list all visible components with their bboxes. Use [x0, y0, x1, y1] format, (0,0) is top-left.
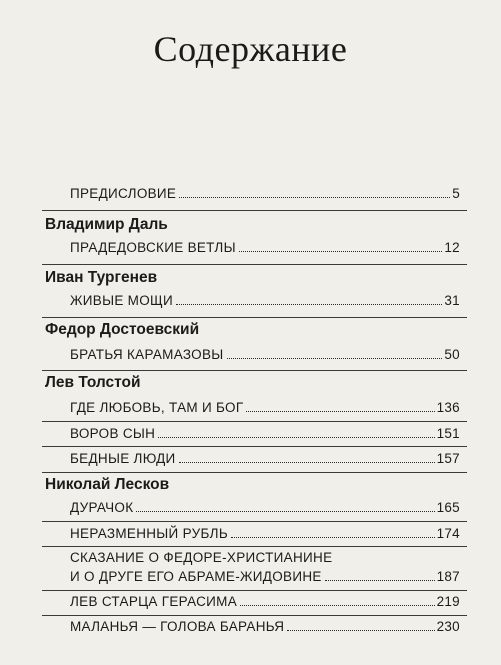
toc-entry[interactable]: [70, 526, 460, 541]
entry-title: ЛЕВ СТАРЦА ГЕРАСИМА: [70, 594, 237, 609]
dot-leader: [246, 411, 434, 412]
divider: [42, 210, 467, 211]
entry-title: НЕРАЗМЕННЫЙ РУБЛЬ: [70, 526, 228, 541]
toc-entry-two-line[interactable]: [70, 550, 460, 584]
divider: [42, 446, 467, 447]
author-dostoevsky: Федор Достоевский: [45, 321, 200, 338]
entry-title: СКАЗАНИЕ О ФЕДОРЕ-ХРИСТИАНИНЕ: [70, 550, 333, 565]
entry-title: ПРЕДИСЛОВИЕ: [70, 186, 177, 201]
entry-title: ВОРОВ СЫН: [70, 426, 156, 441]
toc-entry[interactable]: [70, 347, 460, 362]
entry-page: 31: [444, 293, 460, 308]
toc-entry[interactable]: [70, 500, 460, 515]
dot-leader: [179, 197, 450, 198]
divider: [42, 264, 467, 265]
entry-page: 187: [436, 569, 460, 584]
entry-page: 174: [436, 526, 460, 541]
dot-leader: [179, 462, 435, 463]
dot-leader: [325, 580, 435, 581]
toc-entry[interactable]: [70, 240, 460, 255]
dot-leader: [231, 537, 435, 538]
author-turgenev: Иван Тургенев: [45, 269, 158, 286]
divider: [42, 521, 467, 522]
entry-title-line2: И О ДРУГЕ ЕГО АБРАМЕ-ЖИДОВИНЕ: [70, 569, 322, 584]
entry-page: 136: [436, 400, 460, 415]
toc-entry[interactable]: [70, 426, 460, 441]
entry-title: БРАТЬЯ КАРАМАЗОВЫ: [70, 347, 224, 362]
entry-title: БЕДНЫЕ ЛЮДИ: [70, 451, 176, 466]
toc-entry-preface[interactable]: [70, 186, 460, 201]
entry-page: 50: [444, 347, 460, 362]
author-leskov: Николай Лесков: [45, 476, 170, 493]
dot-leader: [239, 251, 443, 252]
entry-page: 151: [436, 426, 460, 441]
toc-entry[interactable]: [70, 293, 460, 308]
page-title: Содержание: [153, 29, 348, 69]
dot-leader: [227, 358, 443, 359]
divider: [42, 590, 467, 591]
entry-title: ПРАДЕДОВСКИЕ ВЕТЛЫ: [70, 240, 236, 255]
toc-entry[interactable]: [70, 451, 460, 466]
toc-entry[interactable]: [70, 594, 460, 609]
dot-leader: [176, 304, 442, 305]
entry-title: ДУРАЧОК: [70, 500, 134, 515]
author-dal: Владимир Даль: [45, 216, 168, 233]
entry-title: МАЛАНЬЯ — ГОЛОВА БАРАНЬЯ: [70, 619, 285, 634]
entry-page: 230: [436, 619, 460, 634]
entry-title: ГДЕ ЛЮБОВЬ, ТАМ И БОГ: [70, 400, 244, 415]
divider: [42, 421, 467, 422]
toc-entry[interactable]: [70, 619, 460, 634]
divider: [42, 546, 467, 547]
divider: [42, 317, 467, 318]
dot-leader: [287, 630, 434, 631]
dot-leader: [240, 605, 435, 606]
entry-title: ЖИВЫЕ МОЩИ: [70, 293, 173, 308]
divider: [42, 472, 467, 473]
entry-page: 219: [436, 594, 460, 609]
divider: [42, 370, 467, 371]
author-tolstoy: Лев Толстой: [45, 374, 141, 391]
entry-page: 165: [436, 500, 460, 515]
toc-entry[interactable]: [70, 400, 460, 415]
entry-page: 12: [444, 240, 460, 255]
entry-page: 157: [436, 451, 460, 466]
divider: [42, 615, 467, 616]
dot-leader: [136, 511, 434, 512]
dot-leader: [158, 437, 434, 438]
entry-page: 5: [452, 186, 460, 201]
